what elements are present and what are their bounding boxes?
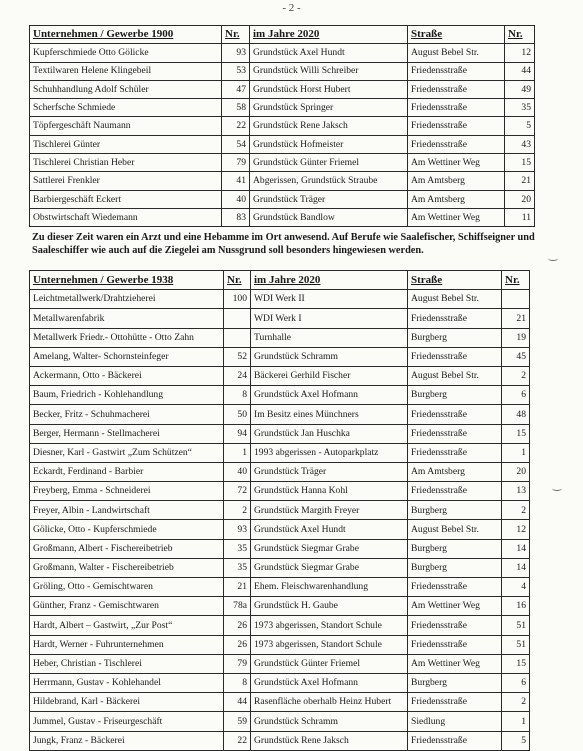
- cell-company: Jungk, Franz - Bäckerei: [30, 731, 224, 750]
- table-row: [30, 443, 530, 462]
- cell-company: Hardt, Albert – Gastwirt, „Zur Post“: [30, 616, 224, 635]
- cell-company: Berger, Hermann - Stellmacherei: [30, 424, 224, 443]
- cell-company: Freyer, Albin - Landwirtschaft: [30, 501, 224, 520]
- cell-year-2020: Grundstück Günter Friemel: [251, 654, 408, 673]
- cell-company: Freyberg, Emma - Schneiderei: [30, 482, 224, 501]
- cell-street-number: 51: [502, 616, 530, 635]
- header-company: Unternehmen / Gewerbe 1900: [30, 26, 222, 44]
- table-row: [30, 190, 535, 208]
- cell-year-2020: Grundstück Axel Hundt: [250, 44, 408, 62]
- table-row: [30, 99, 535, 117]
- cell-number: [224, 328, 251, 347]
- cell-year-2020: Grundstück Axel Hofmann: [251, 673, 408, 692]
- header-company: Unternehmen / Gewerbe 1938: [30, 271, 224, 290]
- cell-year-2020: Grundstück Bandlow: [250, 208, 408, 226]
- page-number: - 2 -: [282, 2, 301, 14]
- table-row: [30, 405, 530, 424]
- cell-street-number: 35: [505, 99, 535, 117]
- cell-street-number: 6: [502, 673, 530, 692]
- cell-year-2020: Grundstück Springer: [250, 99, 408, 117]
- table-row: [30, 328, 530, 347]
- cell-company: Diesner, Karl - Gastwirt „Zum Schützen“: [30, 443, 224, 462]
- cell-street: Friedensstraße: [408, 405, 502, 424]
- cell-street-number: 15: [502, 654, 530, 673]
- cell-company: Töpfergeschäft Naumann: [30, 117, 222, 135]
- cell-company: Schuhhandlung Adolf Schüler: [30, 80, 222, 98]
- cell-year-2020: Turnhalle: [251, 328, 408, 347]
- cell-street: Friedensstraße: [408, 443, 502, 462]
- cell-year-2020: Grundstück Schramm: [251, 347, 408, 366]
- cell-year-2020: Rasenfläche oberhalb Heinz Hubert: [251, 693, 408, 712]
- table-row: [30, 154, 535, 172]
- cell-number: 93: [222, 44, 250, 62]
- table-1938: [29, 270, 530, 751]
- cell-street: Am Wettiner Weg: [408, 154, 505, 172]
- table-row: [30, 62, 535, 80]
- cell-street: Friedensstraße: [408, 693, 502, 712]
- cell-company: Hardt, Werner - Fuhrunternehmen: [30, 635, 224, 654]
- cell-number: [224, 309, 251, 328]
- cell-number: 8: [224, 673, 251, 692]
- cell-year-2020: Grundstück Träger: [251, 462, 408, 481]
- table-row: [30, 635, 530, 654]
- cell-street-number: 21: [502, 309, 530, 328]
- cell-number: 83: [222, 208, 250, 226]
- cell-year-2020: 1973 abgerissen, Standort Schule: [251, 616, 408, 635]
- cell-year-2020: Bäckerei Gerhild Fischer: [251, 366, 408, 385]
- cell-street: Friedensstraße: [408, 99, 505, 117]
- cell-street-number: 14: [502, 558, 530, 577]
- cell-street-number: 12: [502, 520, 530, 539]
- cell-company: Metallwarenfabrik: [30, 309, 224, 328]
- cell-street-number: 21: [505, 172, 535, 190]
- cell-street: Siedlung: [408, 712, 502, 731]
- cell-street-number: 20: [502, 462, 530, 481]
- cell-company: Kupferschmiede Otto Gölicke: [30, 44, 222, 62]
- cell-year-2020: Grundstück Margith Freyer: [251, 501, 408, 520]
- cell-street: Friedensstraße: [408, 616, 502, 635]
- cell-street-number: 15: [502, 424, 530, 443]
- cell-year-2020: Grundstück Hanna Kohl: [251, 482, 408, 501]
- cell-number: 22: [224, 731, 251, 750]
- cell-year-2020: WDI Werk II: [251, 290, 408, 309]
- table-row: [30, 172, 535, 190]
- cell-year-2020: Grundstück Schramm: [251, 712, 408, 731]
- table-1900: [29, 25, 535, 227]
- cell-company: Jummel, Gustav - Friseurgeschäft: [30, 712, 224, 731]
- cell-company: Heber, Christian - Tischlerei: [30, 654, 224, 673]
- margin-mark: [552, 486, 562, 491]
- cell-street: Friedensstraße: [408, 424, 502, 443]
- cell-street: Burgberg: [408, 673, 502, 692]
- cell-street: Am Wettiner Weg: [408, 597, 502, 616]
- cell-street: Friedensstraße: [408, 117, 505, 135]
- table-row: [30, 309, 530, 328]
- cell-street: Burgberg: [408, 328, 502, 347]
- cell-year-2020: Grundstück Günter Friemel: [250, 154, 408, 172]
- cell-company: Günther, Franz - Gemischtwaren: [30, 597, 224, 616]
- cell-year-2020: Grundstück Horst Hubert: [250, 80, 408, 98]
- cell-company: Ackermann, Otto - Bäckerei: [30, 366, 224, 385]
- cell-number: 44: [224, 693, 251, 712]
- table-row: [30, 347, 530, 366]
- table-row: [30, 558, 530, 577]
- cell-street: Friedensstraße: [408, 731, 502, 750]
- cell-number: 79: [222, 154, 250, 172]
- header-year-2020: im Jahre 2020: [250, 26, 408, 44]
- cell-street-number: 45: [502, 347, 530, 366]
- cell-company: Tischlerei Christian Heber: [30, 154, 222, 172]
- cell-company: Obstwirtschaft Wiedemann: [30, 208, 222, 226]
- cell-street-number: 16: [502, 597, 530, 616]
- cell-number: 35: [224, 558, 251, 577]
- cell-street-number: 2: [502, 366, 530, 385]
- cell-street: Am Wettiner Weg: [408, 654, 502, 673]
- header-street-number: Nr.: [505, 26, 535, 44]
- cell-number: 26: [224, 616, 251, 635]
- table-row: [30, 654, 530, 673]
- cell-company: Sattlerei Frenkler: [30, 172, 222, 190]
- table-header: [30, 271, 530, 290]
- cell-company: Textilwaren Helene Klingebeil: [30, 62, 222, 80]
- cell-street: Friedensstraße: [408, 309, 502, 328]
- cell-number: 54: [222, 135, 250, 153]
- cell-year-2020: Grundstück Träger: [250, 190, 408, 208]
- cell-year-2020: Grundstück Rene Jaksch: [251, 731, 408, 750]
- cell-street-number: 5: [502, 731, 530, 750]
- cell-year-2020: Grundstück Siegmar Grabe: [251, 539, 408, 558]
- cell-year-2020: Im Besitz eines Münchners: [251, 405, 408, 424]
- cell-year-2020: Grundstück Jan Huschka: [251, 424, 408, 443]
- header-street: Straße: [408, 271, 502, 290]
- table-row: [30, 80, 535, 98]
- table-row: [30, 366, 530, 385]
- cell-street: Friedensstraße: [408, 62, 505, 80]
- cell-street: Burgberg: [408, 501, 502, 520]
- cell-company: Eckardt, Ferdinand - Barbier: [30, 462, 224, 481]
- table-row: [30, 597, 530, 616]
- cell-number: 53: [222, 62, 250, 80]
- cell-number: 21: [224, 578, 251, 597]
- cell-street-number: 12: [505, 44, 535, 62]
- cell-street-number: 1: [502, 443, 530, 462]
- table-row: [30, 578, 530, 597]
- cell-street-number: 14: [502, 539, 530, 558]
- table-row: [30, 482, 530, 501]
- table-row: [30, 135, 535, 153]
- cell-street: Burgberg: [408, 386, 502, 405]
- cell-street-number: 51: [502, 635, 530, 654]
- cell-number: 8: [224, 386, 251, 405]
- table-row: [30, 539, 530, 558]
- cell-street: Friedensstraße: [408, 635, 502, 654]
- cell-year-2020: 1973 abgerissen, Standort Schule: [251, 635, 408, 654]
- cell-year-2020: Grundstück Rene Jaksch: [250, 117, 408, 135]
- cell-street-number: 15: [505, 154, 535, 172]
- cell-street: Friedensstraße: [408, 578, 502, 597]
- cell-year-2020: Abgerissen, Grundstück Straube: [250, 172, 408, 190]
- cell-number: 78a: [224, 597, 251, 616]
- cell-year-2020: Grundstück H. Gaube: [251, 597, 408, 616]
- cell-street-number: 49: [505, 80, 535, 98]
- cell-company: Hildebrand, Karl - Bäckerei: [30, 693, 224, 712]
- cell-number: 26: [224, 635, 251, 654]
- cell-number: 100: [224, 290, 251, 309]
- cell-street-number: 44: [505, 62, 535, 80]
- table-row: [30, 693, 530, 712]
- cell-year-2020: Ehem. Fleischwarenhandlung: [251, 578, 408, 597]
- header-number: Nr.: [222, 26, 250, 44]
- cell-street: Friedensstraße: [408, 482, 502, 501]
- cell-street: Am Wettiner Weg: [408, 208, 505, 226]
- cell-number: 2: [224, 501, 251, 520]
- header-year-2020: im Jahre 2020: [251, 271, 408, 290]
- cell-street-number: 6: [502, 386, 530, 405]
- cell-street-number: 4: [502, 578, 530, 597]
- cell-number: 24: [224, 366, 251, 385]
- cell-street: Am Amtsberg: [408, 190, 505, 208]
- cell-number: 50: [224, 405, 251, 424]
- table-row: [30, 386, 530, 405]
- cell-number: 58: [222, 99, 250, 117]
- cell-company: Gröling, Otto - Gemischtwaren: [30, 578, 224, 597]
- cell-number: 1: [224, 443, 251, 462]
- cell-street-number: 2: [502, 693, 530, 712]
- cell-street-number: 11: [505, 208, 535, 226]
- cell-street-number: 20: [505, 190, 535, 208]
- cell-year-2020: 1993 abgerissen - Autoparkplatz: [251, 443, 408, 462]
- cell-number: 52: [224, 347, 251, 366]
- cell-company: Herrmann, Gustav - Kohlehandel: [30, 673, 224, 692]
- cell-number: 40: [222, 190, 250, 208]
- cell-street: Am Amtsberg: [408, 172, 505, 190]
- cell-number: 79: [224, 654, 251, 673]
- table-row: [30, 117, 535, 135]
- header-street: Straße: [408, 26, 505, 44]
- cell-number: 41: [222, 172, 250, 190]
- cell-street-number: 13: [502, 482, 530, 501]
- cell-company: Metallwerk Friedr.- Ottohütte - Otto Zahn: [30, 328, 224, 347]
- margin-mark: [548, 256, 558, 261]
- cell-company: Großmann, Albert - Fischereibetrieb: [30, 539, 224, 558]
- cell-street: Friedensstraße: [408, 80, 505, 98]
- cell-street-number: [502, 290, 530, 309]
- cell-street-number: 43: [505, 135, 535, 153]
- cell-number: 59: [224, 712, 251, 731]
- cell-year-2020: Grundstück Axel Hundt: [251, 520, 408, 539]
- cell-number: 94: [224, 424, 251, 443]
- cell-street-number: 5: [505, 117, 535, 135]
- cell-street: August Bebel Str.: [408, 520, 502, 539]
- header-number: Nr.: [224, 271, 251, 290]
- cell-company: Gölicke, Otto - Kupferschmiede: [30, 520, 224, 539]
- cell-street: August Bebel Str.: [408, 290, 502, 309]
- cell-street: Burgberg: [408, 558, 502, 577]
- table-row: [30, 616, 530, 635]
- table-row: [30, 424, 530, 443]
- cell-street: Friedensstraße: [408, 347, 502, 366]
- cell-street: Burgberg: [408, 539, 502, 558]
- cell-company: Amelang, Walter- Schornsteinfeger: [30, 347, 224, 366]
- table-row: [30, 520, 530, 539]
- cell-number: 72: [224, 482, 251, 501]
- cell-number: 93: [224, 520, 251, 539]
- cell-street-number: 19: [502, 328, 530, 347]
- cell-street-number: 2: [502, 501, 530, 520]
- cell-number: 22: [222, 117, 250, 135]
- table-row: [30, 673, 530, 692]
- table-row: [30, 712, 530, 731]
- cell-street: Friedensstraße: [408, 135, 505, 153]
- cell-number: 47: [222, 80, 250, 98]
- table-row: [30, 501, 530, 520]
- cell-street: Am Amtsberg: [408, 462, 502, 481]
- cell-company: Großmann, Walter - Fischereibetrieb: [30, 558, 224, 577]
- cell-company: Baum, Friedrich - Kohlehandlung: [30, 386, 224, 405]
- cell-year-2020: Grundstück Hofmeister: [250, 135, 408, 153]
- cell-year-2020: Grundstück Axel Hofmann: [251, 386, 408, 405]
- cell-year-2020: Grundstück Siegmar Grabe: [251, 558, 408, 577]
- cell-year-2020: Grundstück Willi Schreiber: [250, 62, 408, 80]
- cell-street-number: 48: [502, 405, 530, 424]
- table-row: [30, 290, 530, 309]
- cell-company: Scherfsche Schmiede: [30, 99, 222, 117]
- cell-street: August Bebel Str.: [408, 44, 505, 62]
- table-row: [30, 462, 530, 481]
- table-header: [30, 26, 535, 44]
- cell-street-number: 1: [502, 712, 530, 731]
- header-street-number: Nr.: [502, 271, 530, 290]
- cell-company: Barbiergeschäft Eckert: [30, 190, 222, 208]
- cell-street: August Bebel Str.: [408, 366, 502, 385]
- cell-company: Leichtmetallwerk/Drahtzieherei: [30, 290, 224, 309]
- note-paragraph: Zu dieser Zeit waren ein Arzt und eine Hebamme im Ort anwesend. Auf Berufe wie Saalefischer, Schiffseigner und Saaleschiffer wie auch auf die Ziegelei am Nussgrund soll besonders hingewiesen werden.: [32, 232, 535, 256]
- table-row: [30, 208, 535, 226]
- cell-company: Becker, Fritz - Schuhmacherei: [30, 405, 224, 424]
- cell-year-2020: WDI Werk I: [251, 309, 408, 328]
- cell-number: 40: [224, 462, 251, 481]
- cell-number: 35: [224, 539, 251, 558]
- table-row: [30, 44, 535, 62]
- cell-company: Tischlerei Günter: [30, 135, 222, 153]
